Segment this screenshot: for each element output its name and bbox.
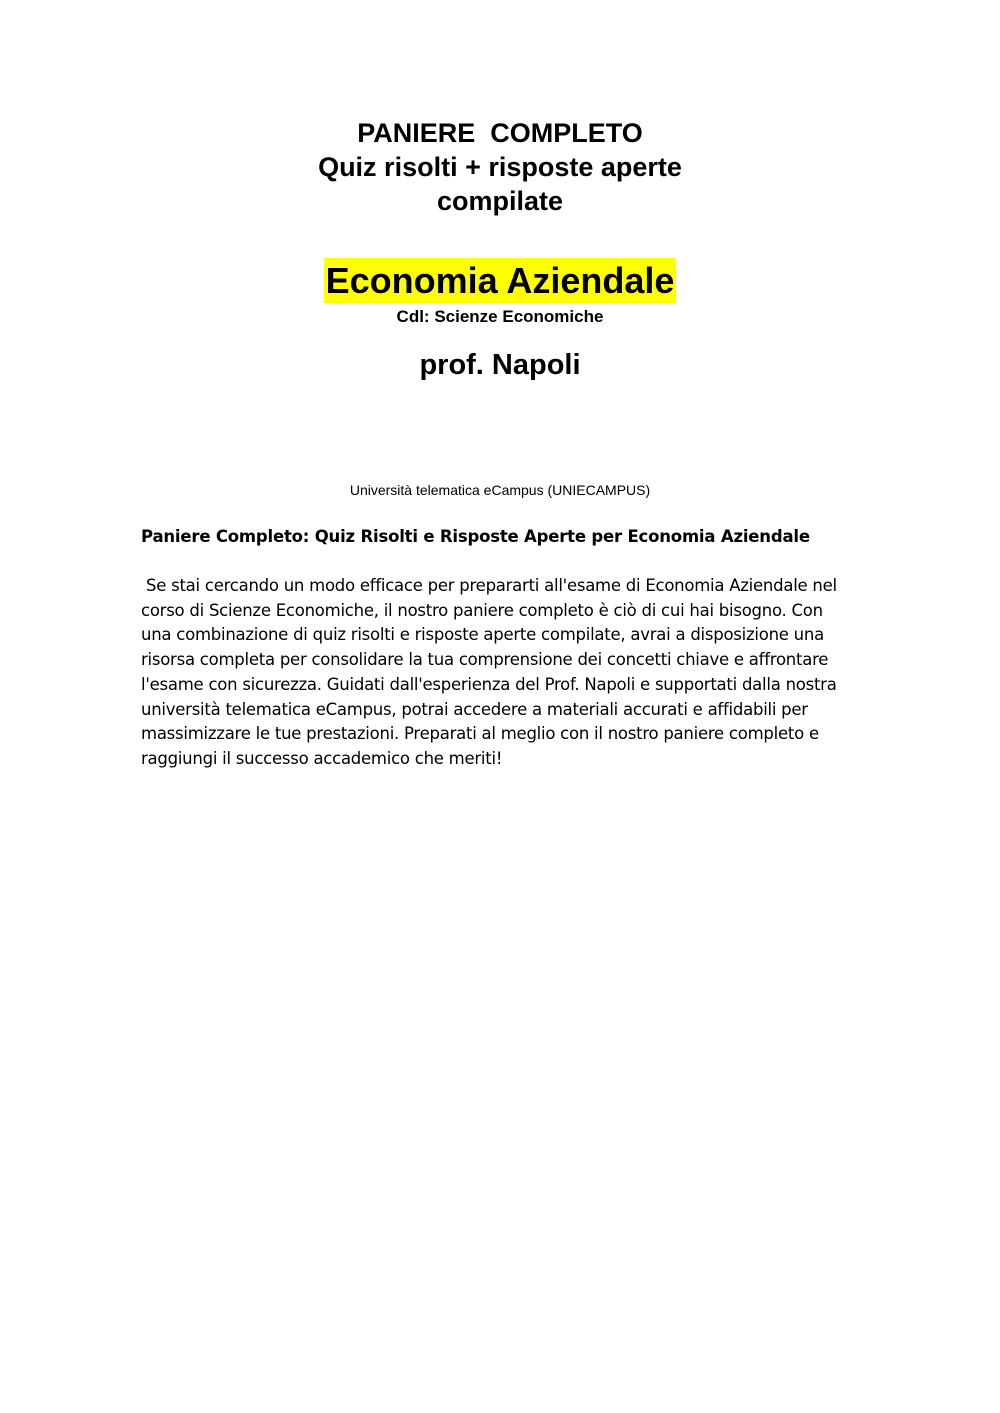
title-line-2: Quiz risolti + risposte aperte xyxy=(318,152,682,182)
title-line-1: PANIERE COMPLETO xyxy=(357,118,643,148)
body-line: massimizzare le tue prestazioni. Preparati al meglio con il nostro paniere completo e xyxy=(141,724,819,744)
professor-name: prof. Napoli xyxy=(419,349,581,381)
body-line: risorsa completa per consolidare la tua comprensione dei concetti chiave e affrontare xyxy=(141,650,829,670)
degree-course: Cdl: Scienze Economiche xyxy=(396,307,604,326)
body-line: l'esame con sicurezza. Guidati dall'esperienza del Prof. Napoli e supportati dalla nostra xyxy=(141,674,837,694)
document-title xyxy=(0,116,1000,218)
title-line-3: compilate xyxy=(436,186,564,216)
body-paragraph xyxy=(141,574,861,772)
section-heading: Paniere Completo: Quiz Risolti e Risposte Aperte per Economia Aziendale xyxy=(141,527,810,546)
body-line: raggiungi il successo accademico che meriti! xyxy=(141,748,503,768)
subject-name: Economia Aziendale xyxy=(325,260,675,301)
university-name: Università telematica eCampus (UNIECAMPUS) xyxy=(349,482,651,498)
body-line: università telematica eCampus, potrai accedere a materiali accurati e affidabili per xyxy=(141,699,808,719)
body-line: Se stai cercando un modo efficace per prepararti all'esame di Economia Aziendale nel xyxy=(141,576,837,595)
subject-block xyxy=(0,258,1000,303)
body-line: una combinazione di quiz risolti e risposte aperte compilate, avrai a disposizione una xyxy=(141,625,824,645)
body-line: corso di Scienze Economiche, il nostro paniere completo è ciò di cui hai bisogno. Con xyxy=(141,600,823,620)
